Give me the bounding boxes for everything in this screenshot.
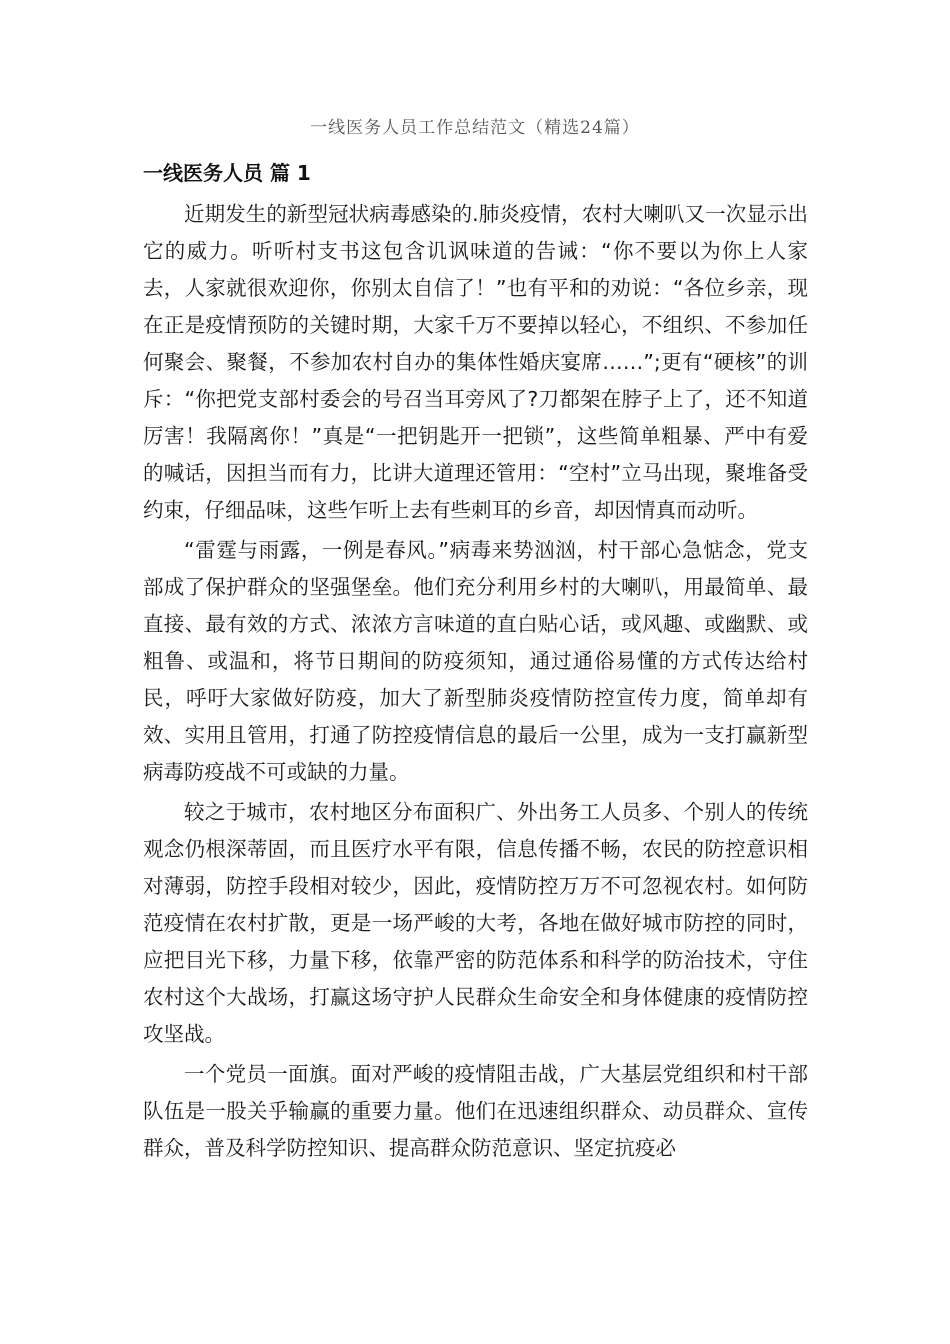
- paragraph: “雷霆与雨露，一例是春风。”病毒来势汹汹，村干部心急惦念，党支部成了保护群众的坚强堡垒。他们充分利用乡村的大喇叭，用最简单、最直接、最有效的方式、浓浓方言味道的直白贴心话，或风趣、或幽默、或粗鲁、或温和，将节日期间的防疫须知，通过通俗易懂的方式传达给村民，呼吁大家做好防疫，加大了新型肺炎疫情防控宣传力度，简单却有效、实用且管用，打通了防控疫情信息的最后一公里，成为一支打赢新型病毒防疫战不可或缺的力量。: [143, 538, 808, 784]
- paragraph: 较之于城市，农村地区分布面积广、外出务工人员多、个别人的传统观念仍根深蒂固，而且医疗水平有限，信息传播不畅，农民的防控意识相对薄弱，防控手段相对较少，因此，疫情防控万万不可忽视农村。如何防范疫情在农村扩散，更是一场严峻的大考，各地在做好城市防控的同时，应把目光下移，力量下移，依靠严密的防范体系和科学的防治技术，守住农村这个大战场，打赢这场守护人民群众生命安全和身体健康的疫情防控攻坚战。: [143, 800, 808, 1046]
- paragraph: 近期发生的新型冠状病毒感染的.肺炎疫情，农村大喇叭又一次显示出它的威力。听听村支书这包含讥讽味道的告诫：“你不要以为你上人家去，人家就很欢迎你，你别太自信了！”也有平和的劝说：“各位乡亲，现在正是疫情预防的关键时期，大家千万不要掉以轻心，不组织、不参加任何聚会、聚餐，不参加农村自办的集体性婚庆宴席……”;更有“硬核”的训斥：“你把党支部村委会的号召当耳旁风了?刀都架在脖子上了，还不知道厉害！我隔离你！”真是“一把钥匙开一把锁”，这些简单粗暴、严中有爱的喊话，因担当而有力，比讲大道理还管用：“空村”立马出现，聚堆备受约束，仔细品味，这些乍听上去有些刺耳的乡音，却因情真而动听。: [143, 202, 808, 522]
- paragraph: 一个党员一面旗。面对严峻的疫情阻击战，广大基层党组织和村干部队伍是一股关乎输赢的重要力量。他们在迅速组织群众、动员群众、宣传群众，普及科学防控知识、提高群众防范意识、坚定抗疫必: [143, 1062, 808, 1160]
- section-heading: 一线医务人员 篇 1: [143, 161, 311, 185]
- body-text: [143, 196, 808, 1170]
- document-title: 一线医务人员工作总结范文（精选24篇）: [310, 118, 640, 138]
